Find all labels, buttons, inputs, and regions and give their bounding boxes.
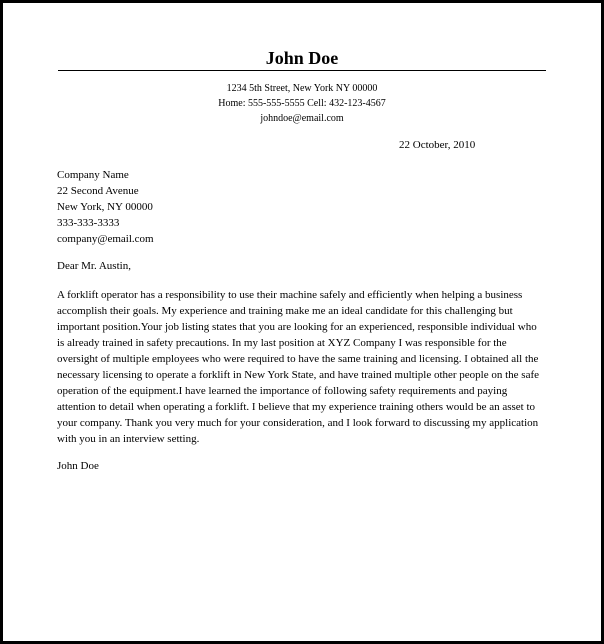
body-line: necessary licensing to operate a forklift in New York State, and have trained multiple other people on the safe	[57, 369, 540, 381]
letter-body	[57, 287, 549, 447]
body-line: oversight of multiple employees who were required to have the same training and licensing. I obtained all the	[57, 353, 539, 365]
sender-phones: Home: 555-555-5555 Cell: 432-123-4567	[218, 98, 386, 109]
body-line: is already trained in safety precautions. In my last position at XYZ Company I was responsible for the	[57, 337, 507, 349]
recipient-block	[57, 167, 154, 247]
body-line: your company. Thank you very much for your consideration, and I look forward to discussing my application	[57, 417, 539, 429]
body-line: attention to detail when operating a forklift. I believe that my experience training others would be an asset to	[57, 401, 536, 413]
sender-name: John Doe	[265, 48, 339, 68]
body-line: operation of the equipment.I have learned the importance of following safety requirements and paying	[57, 385, 508, 397]
body-line: important position.Your job listing states that you are looking for an experienced, responsible individual who	[57, 321, 537, 333]
recipient-street: 22 Second Avenue	[57, 185, 139, 197]
salutation: Dear Mr. Austin,	[57, 260, 131, 272]
recipient-company: Company Name	[57, 169, 129, 181]
recipient-phone: 333-333-3333	[57, 217, 120, 229]
header-divider	[58, 70, 546, 71]
letter-date: 22 October, 2010	[399, 139, 476, 151]
body-line: A forklift operator has a responsibility to use their machine safely and efficiently when helping a business	[57, 289, 523, 301]
body-line: with you in an interview setting.	[57, 433, 200, 445]
signature-name: John Doe	[57, 460, 99, 472]
sender-email: johndoe@email.com	[260, 113, 344, 124]
recipient-city: New York, NY 00000	[57, 201, 153, 213]
recipient-email: company@email.com	[57, 233, 154, 245]
sender-address: 1234 5th Street, New York NY 00000	[226, 83, 378, 94]
body-line: accomplish their goals. My experience and training make me an ideal candidate for this challenging but	[57, 305, 513, 317]
